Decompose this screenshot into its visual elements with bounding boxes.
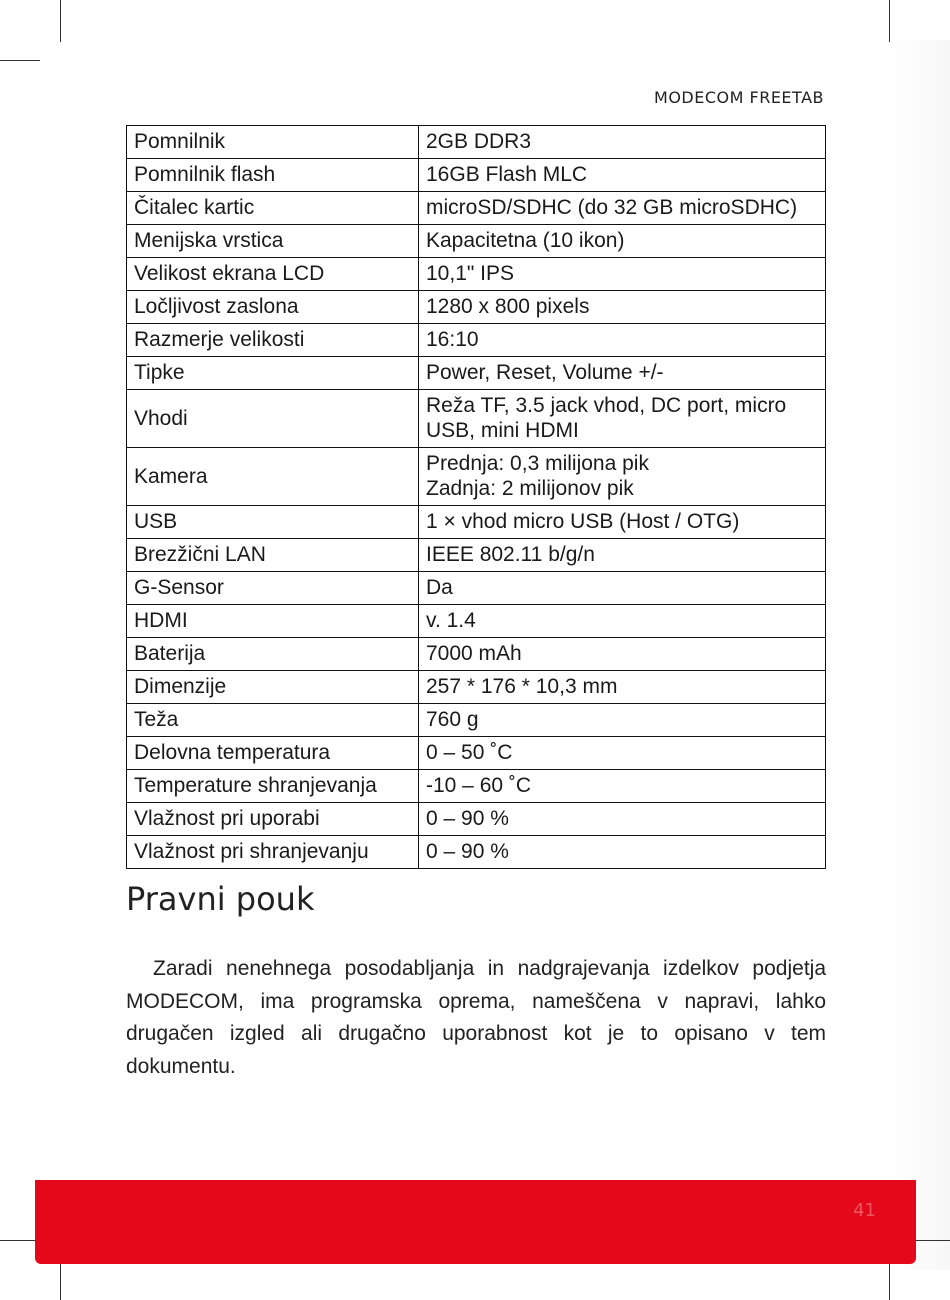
spec-label: Teža (127, 704, 419, 737)
page-number: 41 (853, 1200, 876, 1221)
spec-value: IEEE 802.11 b/g/n (419, 539, 826, 572)
table-row (127, 159, 826, 192)
spec-value: 2GB DDR3 (419, 126, 826, 159)
spec-value: 1 × vhod micro USB (Host / OTG) (419, 506, 826, 539)
crop-mark-top-left-h (0, 60, 40, 61)
spec-label: Velikost ekrana LCD (127, 258, 419, 291)
crop-mark-bottom-left-h (0, 1240, 40, 1241)
spec-value: Reža TF, 3.5 jack vhod, DC port, micro USB, mini HDMI (419, 390, 826, 448)
page-edge-shadow (890, 40, 950, 1270)
spec-label: Tipke (127, 357, 419, 390)
spec-label: Menijska vrstica (127, 225, 419, 258)
spec-label: Ločljivost zaslona (127, 291, 419, 324)
table-row (127, 638, 826, 671)
spec-value: -10 – 60 ˚C (419, 770, 826, 803)
spec-label: Kamera (127, 448, 419, 506)
table-row (127, 836, 826, 869)
spec-value: Kapacitetna (10 ikon) (419, 225, 826, 258)
table-row (127, 572, 826, 605)
spec-value: 10,1" IPS (419, 258, 826, 291)
table-row (127, 225, 826, 258)
table-row (127, 357, 826, 390)
footer-bar (35, 1180, 916, 1264)
spec-value: 1280 x 800 pixels (419, 291, 826, 324)
table-row (127, 803, 826, 836)
section-title: Pravni pouk (126, 880, 315, 918)
page-header-brand: MODECOM FREETAB (654, 88, 824, 107)
table-row (127, 448, 826, 506)
spec-label: Razmerje velikosti (127, 324, 419, 357)
table-row (127, 770, 826, 803)
spec-label: Vhodi (127, 390, 419, 448)
crop-mark-bottom-left-v (60, 1258, 61, 1300)
spec-label: Temperature shranjevanja (127, 770, 419, 803)
section-body: Zaradi nenehnega posodabljanja in nadgrajevanja izdelkov podjetja MODECOM, ima programska oprema, nameščena v napravi, lahko drugačen izgled ali drugačno uporabnost kot je to opisano v tem dokumentu. (126, 957, 826, 1078)
table-row (127, 258, 826, 291)
spec-label: Dimenzije (127, 671, 419, 704)
spec-value: Da (419, 572, 826, 605)
spec-label: Pomnilnik (127, 126, 419, 159)
table-row (127, 291, 826, 324)
spec-label: HDMI (127, 605, 419, 638)
table-row (127, 192, 826, 225)
spec-label: Delovna temperatura (127, 737, 419, 770)
spec-label: USB (127, 506, 419, 539)
table-row (127, 506, 826, 539)
spec-label: Čitalec kartic (127, 192, 419, 225)
table-row (127, 126, 826, 159)
spec-value: 257 * 176 * 10,3 mm (419, 671, 826, 704)
spec-table (126, 125, 826, 869)
table-row (127, 671, 826, 704)
spec-value: microSD/SDHC (do 32 GB microSDHC) (419, 192, 826, 225)
spec-value: v. 1.4 (419, 605, 826, 638)
spec-value: 7000 mAh (419, 638, 826, 671)
spec-value: 760 g (419, 704, 826, 737)
spec-label: Vlažnost pri shranjevanju (127, 836, 419, 869)
table-row (127, 324, 826, 357)
spec-value: Power, Reset, Volume +/- (419, 357, 826, 390)
crop-mark-top-right-v (889, 0, 890, 42)
spec-value: 16GB Flash MLC (419, 159, 826, 192)
table-row (127, 605, 826, 638)
crop-mark-top-left-v (60, 0, 61, 42)
spec-value: 0 – 90 % (419, 836, 826, 869)
table-row (127, 390, 826, 448)
spec-label: Baterija (127, 638, 419, 671)
spec-value: 0 – 90 % (419, 803, 826, 836)
spec-value: 0 – 50 ˚C (419, 737, 826, 770)
spec-label: Brezžični LAN (127, 539, 419, 572)
spec-label: Vlažnost pri uporabi (127, 803, 419, 836)
spec-label: Pomnilnik flash (127, 159, 419, 192)
spec-value: Prednja: 0,3 milijona pik Zadnja: 2 milijonov pik (419, 448, 826, 506)
table-row (127, 704, 826, 737)
table-row (127, 737, 826, 770)
spec-value: 16:10 (419, 324, 826, 357)
spec-label: G-Sensor (127, 572, 419, 605)
table-row (127, 539, 826, 572)
